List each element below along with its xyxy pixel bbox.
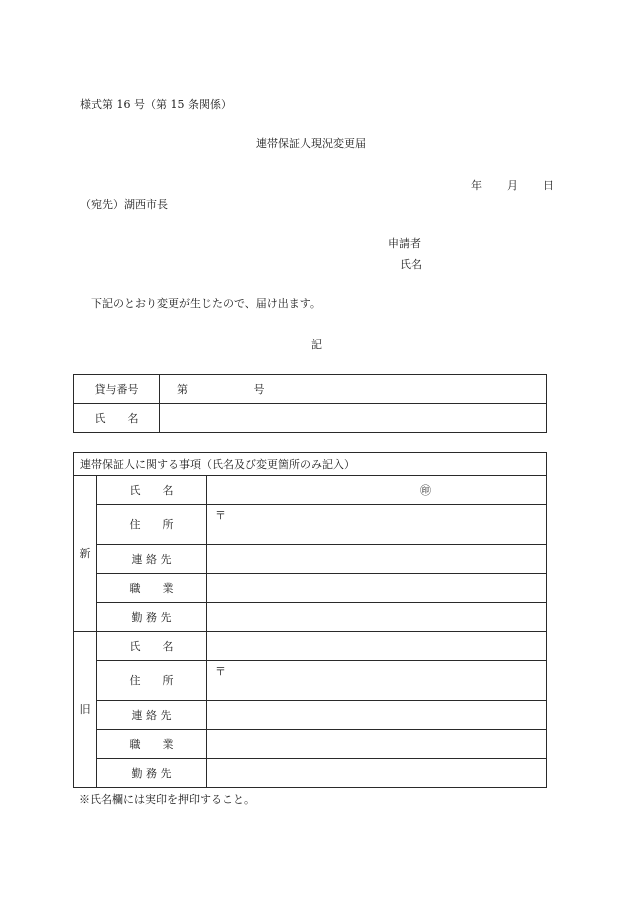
postal-mark: 〒 bbox=[215, 665, 226, 678]
loan-table bbox=[73, 374, 547, 433]
seal-mark: ㊞ bbox=[420, 483, 431, 497]
new-job-field[interactable] bbox=[207, 574, 547, 603]
applicant-label: 申請者 bbox=[388, 237, 421, 250]
old-contact-label: 連 絡 先 bbox=[97, 701, 207, 730]
new-workplace-field[interactable] bbox=[207, 603, 547, 632]
new-address-field[interactable] bbox=[207, 505, 547, 545]
loan-number-field[interactable] bbox=[160, 375, 547, 404]
old-name-label: 氏 名 bbox=[97, 632, 207, 661]
old-name-field[interactable] bbox=[207, 632, 547, 661]
loan-number-prefix: 第 bbox=[177, 382, 188, 396]
guarantor-table-header: 連帯保証人に関する事項（氏名及び変更箇所のみ記入） bbox=[74, 453, 547, 476]
date-year-label: 年 bbox=[471, 179, 482, 192]
new-workplace-label: 勤 務 先 bbox=[97, 603, 207, 632]
loan-name-field[interactable] bbox=[160, 404, 547, 433]
new-name-field[interactable] bbox=[207, 476, 547, 505]
intro-text: 下記のとおり変更が生じたので、届け出ます。 bbox=[91, 297, 321, 310]
new-contact-field[interactable] bbox=[207, 545, 547, 574]
document-title: 連帯保証人現況変更届 bbox=[256, 137, 366, 150]
addressee: （宛先）湖西市長 bbox=[80, 198, 168, 211]
loan-name-label: 氏 名 bbox=[74, 404, 160, 433]
ki-label: 記 bbox=[311, 338, 322, 351]
old-address-field[interactable] bbox=[207, 661, 547, 701]
old-workplace-field[interactable] bbox=[207, 759, 547, 788]
guarantor-table bbox=[73, 452, 547, 788]
new-name-label: 氏 名 bbox=[97, 476, 207, 505]
old-address-label: 住 所 bbox=[97, 661, 207, 701]
footnote: ※氏名欄には実印を押印すること。 bbox=[79, 793, 255, 806]
new-address-label: 住 所 bbox=[97, 505, 207, 545]
old-section-label: 旧 bbox=[74, 632, 97, 788]
old-contact-field[interactable] bbox=[207, 701, 547, 730]
date-day-label: 日 bbox=[543, 179, 554, 192]
old-job-label: 職 業 bbox=[97, 730, 207, 759]
postal-mark: 〒 bbox=[215, 509, 226, 522]
old-workplace-label: 勤 務 先 bbox=[97, 759, 207, 788]
new-contact-label: 連 絡 先 bbox=[97, 545, 207, 574]
old-job-field[interactable] bbox=[207, 730, 547, 759]
form-number: 様式第 16 号（第 15 条関係） bbox=[80, 98, 232, 111]
applicant-name-label: 氏名 bbox=[400, 258, 422, 271]
loan-number-suffix: 号 bbox=[253, 382, 265, 396]
new-section-label: 新 bbox=[74, 476, 97, 632]
new-job-label: 職 業 bbox=[97, 574, 207, 603]
loan-number-label: 貸与番号 bbox=[74, 375, 160, 404]
date-month-label: 月 bbox=[507, 179, 518, 192]
